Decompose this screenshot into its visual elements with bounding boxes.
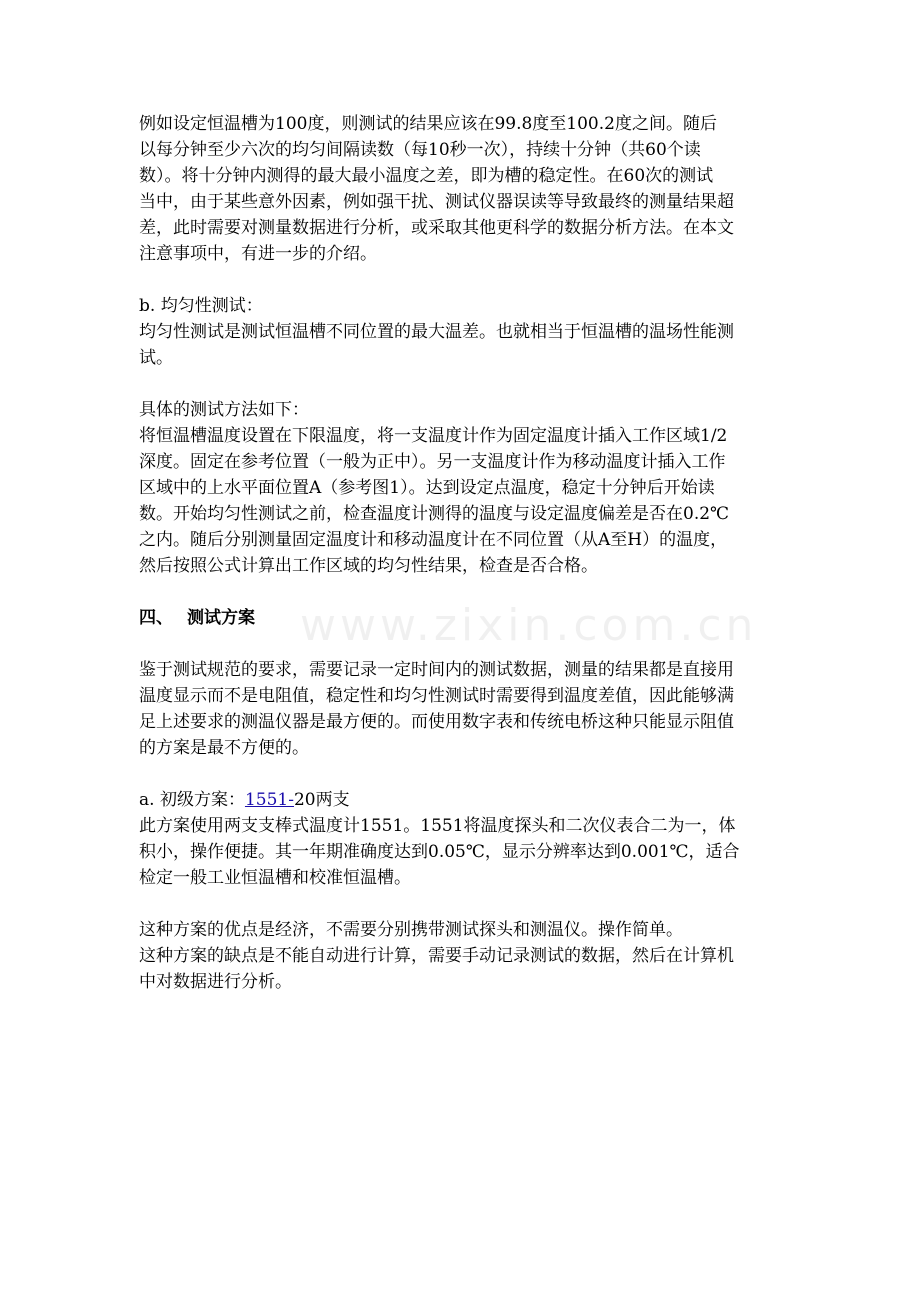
spacer [139, 631, 799, 657]
uniformity-title: b. 均匀性测试： [139, 296, 263, 316]
primary-scheme-paragraph: 此方案使用两支支棒式温度计1551。1551将温度探头和二次仪表合二为一，体 积小，操作便捷。其一年期准确度达到0.05℃，显示分辨率达到0.001℃，适合 检定一般工业恒温槽和校准恒温槽。 [139, 816, 740, 888]
primary-scheme-suffix: 20两支 [293, 790, 350, 810]
spacer [139, 891, 799, 917]
document-body [139, 111, 799, 995]
method-title: 具体的测试方法如下： [139, 400, 309, 420]
spacer [139, 761, 799, 787]
spacer [139, 371, 799, 397]
uniformity-paragraph: 均匀性测试是测试恒温槽不同位置的最大温差。也就相当于恒温槽的温场性能测 试。 [139, 322, 734, 368]
primary-scheme-prefix: a. 初级方案： [139, 790, 245, 810]
watermark: www.zixin.com.cn [300, 600, 758, 651]
section-number: 四、 [139, 608, 173, 628]
pros-paragraph: 这种方案的优点是经济，不需要分别携带测试探头和测温仪。操作简单。 [139, 920, 683, 940]
method-paragraph: 将恒温槽温度设置在下限温度，将一支温度计作为固定温度计插入工作区域1/2 深度。固定在参考位置（一般为正中）。另一支温度计作为移动温度计插入工作 区域中的上水平面位置A（参考图1）。达到设定点温度，稳定十分钟后开始读 数。开始均匀性测试之前，检查温度计测得的温度与设定温度偏差是否在0.2℃ 之内。随后分别测量固定温度计和移动温度计在不同位置（从A至H）的温度， 然后按照公式计算出工作区域的均匀性结果，检查是否合格。 [139, 426, 730, 576]
product-1551-link[interactable]: 1551- [244, 790, 294, 810]
spacer [139, 267, 799, 293]
stability-paragraph: 例如设定恒温槽为100度，则测试的结果应该在99.8度至100.2度之间。随后 以每分钟至少六次的均匀间隔读数（每10秒一次），持续十分钟（共60个读 数）。将十分钟内测得的最大最小温度之差，即为槽的稳定性。在60次的测试 当中，由于某些意外因素，例如强干扰、测试仪器误读等导致最终的测量结果超 差，此时需要对测量数据进行分析，或采取其他更科学的数据分析方法。在本文 注意事项中，有进一步的介绍。 [139, 114, 734, 264]
scheme-paragraph: 鉴于测试规范的要求，需要记录一定时间内的测试数据，测量的结果都是直接用 温度显示而不是电阻值，稳定性和均匀性测试时需要得到温度差值，因此能够满 足上述要求的测温仪器是最方便的。而使用数字表和传统电桥这种只能显示阻值 的方案是最不方便的。 [139, 660, 734, 758]
primary-scheme-title [139, 787, 799, 813]
section-title: 测试方案 [187, 608, 255, 628]
spacer [139, 579, 799, 605]
section-heading [139, 605, 799, 631]
cons-paragraph: 这种方案的缺点是不能自动进行计算，需要手动记录测试的数据，然后在计算机 中对数据进行分析。 [139, 946, 734, 992]
